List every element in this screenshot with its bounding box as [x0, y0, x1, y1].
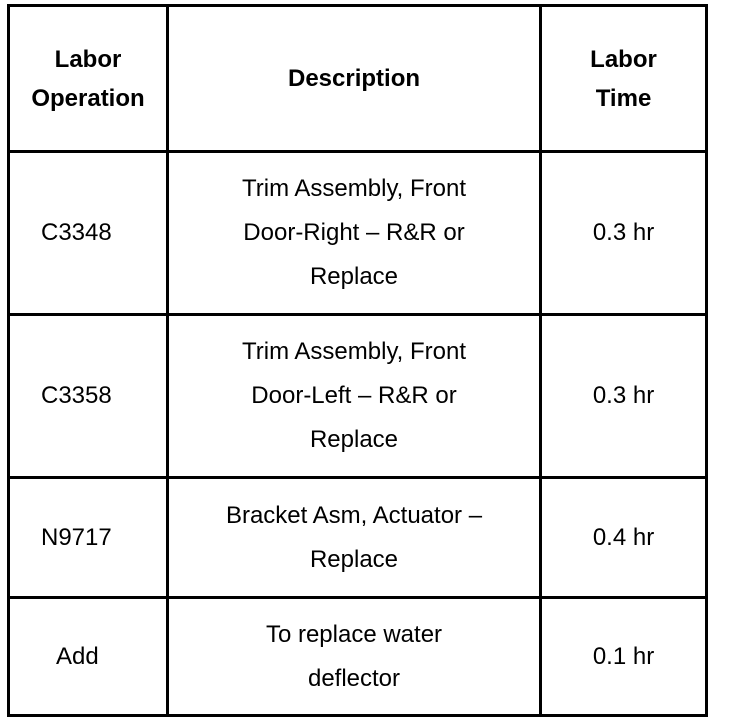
labor-time-cell: 0.4 hr: [541, 478, 707, 598]
description-line: Bracket Asm, Actuator –: [225, 501, 483, 529]
header-labor-time: [541, 6, 707, 152]
description-cell: [168, 478, 541, 598]
table-row: [9, 315, 707, 478]
table-body: [9, 152, 707, 716]
description-line: Door-Right – R&R or: [243, 219, 465, 246]
labor-time-cell: 0.1 hr: [541, 598, 707, 716]
labor-operation-cell: C3358: [9, 315, 168, 478]
description-line: Door-Left – R&R or: [251, 382, 457, 409]
labor-time-cell: 0.3 hr: [541, 315, 707, 478]
labor-operation-cell: C3348: [9, 152, 168, 315]
table-row: [9, 478, 707, 598]
labor-operations-table: [7, 4, 708, 717]
description-cell: [168, 152, 541, 315]
header-labor-operation-line-1: Labor: [54, 45, 122, 73]
description-line: Replace: [309, 426, 399, 453]
description-line: Trim Assembly, Front: [241, 175, 467, 202]
table-header: [9, 6, 707, 152]
table-row: [9, 152, 707, 315]
header-labor-operation: [9, 6, 168, 152]
description-cell: [168, 598, 541, 716]
description-line: Replace: [309, 545, 399, 573]
header-labor-time-line-1: Labor: [590, 45, 657, 73]
header-row: [9, 6, 707, 152]
description-cell: [168, 315, 541, 478]
description-line: Trim Assembly, Front: [241, 338, 467, 365]
description-line: Replace: [309, 263, 399, 290]
description-line: deflector: [307, 664, 401, 692]
header-description: [168, 6, 541, 152]
description-line: To replace water: [265, 620, 443, 648]
header-labor-operation-line-2: Operation: [31, 84, 145, 112]
table-row: [9, 598, 707, 716]
labor-operation-cell: Add: [9, 598, 168, 716]
header-labor-time-line-2: Time: [595, 84, 652, 112]
header-description-label: Description: [287, 65, 421, 92]
labor-time-cell: 0.3 hr: [541, 152, 707, 315]
labor-operation-cell: N9717: [9, 478, 168, 598]
